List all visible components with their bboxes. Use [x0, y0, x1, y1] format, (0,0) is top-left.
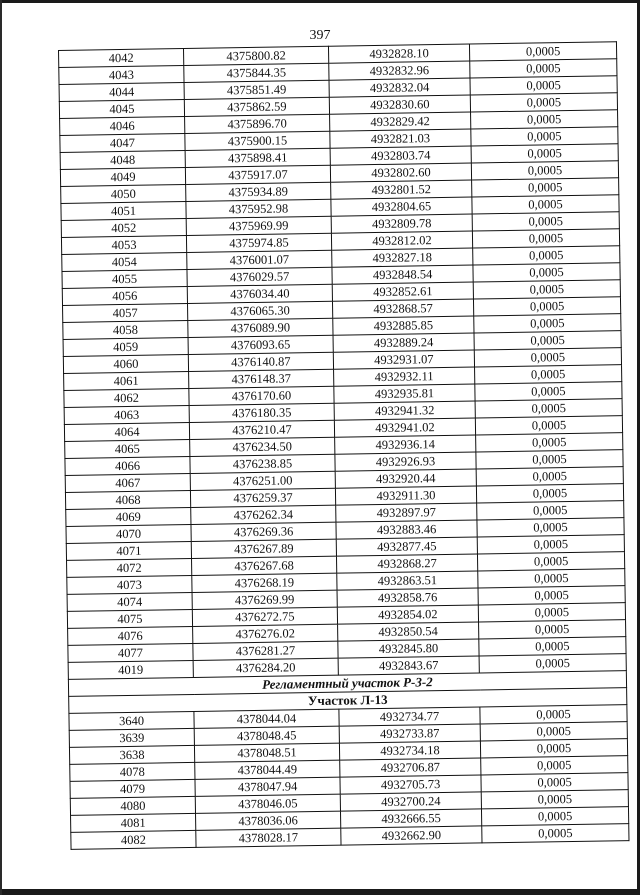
accuracy-cell: 0,0005	[479, 637, 626, 656]
y-coordinate-cell: 4932852.61	[332, 282, 473, 301]
point-number-cell: 4063	[64, 405, 189, 424]
point-number-cell: 4072	[67, 558, 192, 577]
point-number-cell: 4059	[63, 337, 188, 356]
y-coordinate-cell: 4932935.81	[334, 384, 475, 403]
x-coordinate-cell: 4376267.68	[192, 556, 337, 575]
point-number-cell: 4079	[70, 779, 195, 798]
y-coordinate-cell: 4932804.65	[331, 197, 472, 216]
point-number-cell: 4045	[59, 100, 184, 119]
x-coordinate-cell: 4376170.60	[189, 386, 334, 405]
x-coordinate-cell: 4376234.50	[190, 437, 335, 456]
y-coordinate-cell: 4932889.24	[333, 333, 474, 352]
x-coordinate-cell: 4376262.34	[191, 505, 336, 524]
point-number-cell: 4048	[60, 151, 185, 170]
x-coordinate-cell: 4375917.07	[185, 165, 330, 184]
x-coordinate-cell: 4375844.35	[184, 63, 329, 82]
point-number-cell: 4077	[68, 643, 193, 662]
x-coordinate-cell: 4378028.17	[196, 828, 341, 847]
y-coordinate-cell: 4932827.18	[332, 248, 473, 267]
y-coordinate-cell: 4932706.87	[340, 758, 481, 777]
accuracy-cell: 0,0005	[480, 739, 627, 758]
y-coordinate-cell: 4932920.44	[335, 469, 476, 488]
point-number-cell: 3639	[69, 728, 194, 747]
y-coordinate-cell: 4932809.78	[331, 214, 472, 233]
x-coordinate-cell: 4378044.49	[195, 760, 340, 779]
accuracy-cell: 0,0005	[475, 416, 622, 435]
y-coordinate-cell: 4932936.14	[335, 435, 476, 454]
subsection-heading: Участок Л-13	[69, 688, 627, 714]
x-coordinate-cell: 4376268.19	[192, 573, 337, 592]
y-coordinate-cell: 4932734.18	[339, 741, 480, 760]
coordinates-table	[58, 41, 629, 850]
x-coordinate-cell: 4376284.20	[193, 658, 338, 677]
y-coordinate-cell: 4932858.76	[337, 588, 478, 607]
accuracy-cell: 0,0005	[472, 178, 619, 197]
y-coordinate-cell: 4932911.30	[335, 486, 476, 505]
x-coordinate-cell: 4375934.89	[186, 182, 331, 201]
point-number-cell: 4042	[59, 49, 184, 68]
accuracy-cell: 0,0005	[469, 42, 616, 61]
point-number-cell: 4047	[60, 134, 185, 153]
accuracy-cell: 0,0005	[482, 824, 629, 843]
accuracy-cell: 0,0005	[474, 348, 621, 367]
y-coordinate-cell: 4932845.80	[338, 639, 479, 658]
point-number-cell: 4044	[59, 83, 184, 102]
y-coordinate-cell: 4932868.57	[332, 299, 473, 318]
y-coordinate-cell: 4932705.73	[340, 775, 481, 794]
accuracy-cell: 0,0005	[473, 297, 620, 316]
point-number-cell: 4058	[63, 320, 188, 339]
point-number-cell: 4067	[65, 473, 190, 492]
accuracy-cell: 0,0005	[470, 93, 617, 112]
accuracy-cell: 0,0005	[475, 365, 622, 384]
accuracy-cell: 0,0005	[471, 127, 618, 146]
x-coordinate-cell: 4375952.98	[186, 199, 331, 218]
point-number-cell: 4060	[63, 354, 188, 373]
y-coordinate-cell: 4932829.42	[330, 112, 471, 131]
point-number-cell: 4062	[64, 388, 189, 407]
y-coordinate-cell: 4932830.60	[329, 95, 470, 114]
document-body	[58, 41, 624, 850]
y-coordinate-cell: 4932733.87	[339, 724, 480, 743]
accuracy-cell: 0,0005	[471, 144, 618, 163]
x-coordinate-cell: 4376267.89	[191, 539, 336, 558]
x-coordinate-cell: 4375851.49	[184, 80, 329, 99]
point-number-cell: 4043	[59, 66, 184, 85]
accuracy-cell: 0,0005	[481, 756, 628, 775]
accuracy-cell: 0,0005	[478, 569, 625, 588]
y-coordinate-cell: 4932926.93	[335, 452, 476, 471]
accuracy-cell: 0,0005	[473, 263, 620, 282]
x-coordinate-cell: 4376269.36	[191, 522, 336, 541]
accuracy-cell: 0,0005	[477, 501, 624, 520]
point-number-cell: 4071	[66, 541, 191, 560]
x-coordinate-cell: 4378048.51	[194, 743, 339, 762]
point-number-cell: 4064	[64, 422, 189, 441]
y-coordinate-cell: 4932877.45	[336, 537, 477, 556]
y-coordinate-cell: 4932850.54	[338, 622, 479, 641]
y-coordinate-cell: 4932883.46	[336, 520, 477, 539]
point-number-cell: 4019	[68, 660, 193, 679]
point-number-cell: 4055	[62, 270, 187, 289]
point-number-cell: 4080	[70, 796, 195, 815]
x-coordinate-cell: 4376180.35	[189, 403, 334, 422]
y-coordinate-cell: 4932932.11	[334, 367, 475, 386]
page-number: 397	[309, 28, 331, 43]
point-number-cell: 4081	[71, 813, 196, 832]
x-coordinate-cell: 4376238.85	[190, 454, 335, 473]
x-coordinate-cell: 4376034.40	[187, 284, 332, 303]
accuracy-cell: 0,0005	[481, 790, 628, 809]
point-number-cell: 4069	[66, 507, 191, 526]
point-number-cell: 4066	[65, 456, 190, 475]
point-number-cell: 4075	[67, 609, 192, 628]
accuracy-cell: 0,0005	[476, 450, 623, 469]
x-coordinate-cell: 4378036.06	[196, 811, 341, 830]
accuracy-cell: 0,0005	[478, 586, 625, 605]
accuracy-cell: 0,0005	[480, 722, 627, 741]
y-coordinate-cell: 4932885.85	[333, 316, 474, 335]
point-number-cell: 4046	[60, 117, 185, 136]
y-coordinate-cell: 4932854.02	[337, 605, 478, 624]
y-coordinate-cell: 4932700.24	[340, 792, 481, 811]
accuracy-cell: 0,0005	[480, 705, 627, 724]
y-coordinate-cell: 4932734.77	[339, 707, 480, 726]
x-coordinate-cell: 4376281.27	[193, 641, 338, 660]
point-number-cell: 4082	[71, 830, 196, 849]
y-coordinate-cell: 4932848.54	[332, 265, 473, 284]
x-coordinate-cell: 4378048.45	[194, 726, 339, 745]
point-number-cell: 4056	[62, 286, 187, 305]
x-coordinate-cell: 4375800.82	[183, 46, 328, 65]
scan-edge-top	[0, 0, 640, 3]
point-number-cell: 4052	[61, 219, 186, 238]
x-coordinate-cell: 4375898.41	[185, 148, 330, 167]
y-coordinate-cell: 4932941.02	[334, 418, 475, 437]
x-coordinate-cell: 4376001.07	[187, 250, 332, 269]
x-coordinate-cell: 4376210.47	[189, 420, 334, 439]
accuracy-cell: 0,0005	[475, 382, 622, 401]
point-number-cell: 4065	[65, 439, 190, 458]
x-coordinate-cell: 4376093.65	[188, 335, 333, 354]
accuracy-cell: 0,0005	[477, 535, 624, 554]
x-coordinate-cell: 4376259.37	[190, 488, 335, 507]
x-coordinate-cell: 4375896.70	[185, 114, 330, 133]
scan-edge-bottom	[0, 889, 640, 895]
point-number-cell: 3638	[69, 745, 194, 764]
y-coordinate-cell: 4932832.96	[329, 61, 470, 80]
accuracy-cell: 0,0005	[477, 552, 624, 571]
point-number-cell: 4061	[64, 371, 189, 390]
point-number-cell: 4068	[65, 490, 190, 509]
y-coordinate-cell: 4932941.32	[334, 401, 475, 420]
point-number-cell: 4074	[67, 592, 192, 611]
y-coordinate-cell: 4932662.90	[341, 826, 482, 845]
accuracy-cell: 0,0005	[477, 518, 624, 537]
y-coordinate-cell: 4932802.60	[330, 163, 471, 182]
accuracy-cell: 0,0005	[472, 212, 619, 231]
accuracy-cell: 0,0005	[476, 484, 623, 503]
accuracy-cell: 0,0005	[476, 433, 623, 452]
y-coordinate-cell: 4932828.10	[328, 44, 469, 63]
x-coordinate-cell: 4376276.02	[193, 624, 338, 643]
x-coordinate-cell: 4375974.85	[186, 233, 331, 252]
x-coordinate-cell: 4375900.15	[185, 131, 330, 150]
y-coordinate-cell: 4932863.51	[337, 571, 478, 590]
accuracy-cell: 0,0005	[470, 59, 617, 78]
x-coordinate-cell: 4376089.90	[188, 318, 333, 337]
accuracy-cell: 0,0005	[471, 110, 618, 129]
x-coordinate-cell: 4376140.87	[188, 352, 333, 371]
accuracy-cell: 0,0005	[479, 620, 626, 639]
point-number-cell: 4053	[61, 236, 186, 255]
x-coordinate-cell: 4376065.30	[187, 301, 332, 320]
accuracy-cell: 0,0005	[481, 773, 628, 792]
point-number-cell: 4078	[70, 762, 195, 781]
y-coordinate-cell: 4932868.27	[336, 554, 477, 573]
point-number-cell: 3640	[69, 711, 194, 730]
x-coordinate-cell: 4376269.99	[192, 590, 337, 609]
x-coordinate-cell: 4376148.37	[189, 369, 334, 388]
y-coordinate-cell: 4932803.74	[330, 146, 471, 165]
x-coordinate-cell: 4376029.57	[187, 267, 332, 286]
y-coordinate-cell: 4932812.02	[331, 231, 472, 250]
x-coordinate-cell: 4375862.59	[184, 97, 329, 116]
point-number-cell: 4050	[61, 185, 186, 204]
x-coordinate-cell: 4376272.75	[192, 607, 337, 626]
point-number-cell: 4054	[62, 253, 187, 272]
section-heading: Регламентный участок Р-3-2	[68, 671, 626, 697]
y-coordinate-cell: 4932801.52	[331, 180, 472, 199]
x-coordinate-cell: 4378046.05	[195, 794, 340, 813]
x-coordinate-cell: 4378044.04	[194, 709, 339, 728]
accuracy-cell: 0,0005	[475, 399, 622, 418]
accuracy-cell: 0,0005	[470, 76, 617, 95]
y-coordinate-cell: 4932931.07	[333, 350, 474, 369]
accuracy-cell: 0,0005	[473, 246, 620, 265]
x-coordinate-cell: 4375969.99	[186, 216, 331, 235]
point-number-cell: 4076	[68, 626, 193, 645]
accuracy-cell: 0,0005	[479, 654, 626, 673]
point-number-cell: 4051	[61, 202, 186, 221]
y-coordinate-cell: 4932832.04	[329, 78, 470, 97]
point-number-cell: 4057	[63, 303, 188, 322]
y-coordinate-cell: 4932666.55	[340, 809, 481, 828]
coordinates-table-body	[59, 42, 629, 850]
point-number-cell: 4073	[67, 575, 192, 594]
point-number-cell: 4049	[60, 168, 185, 187]
accuracy-cell: 0,0005	[481, 807, 628, 826]
accuracy-cell: 0,0005	[474, 314, 621, 333]
x-coordinate-cell: 4378047.94	[195, 777, 340, 796]
accuracy-cell: 0,0005	[472, 195, 619, 214]
y-coordinate-cell: 4932897.97	[336, 503, 477, 522]
accuracy-cell: 0,0005	[472, 229, 619, 248]
x-coordinate-cell: 4376251.00	[190, 471, 335, 490]
accuracy-cell: 0,0005	[474, 331, 621, 350]
accuracy-cell: 0,0005	[471, 161, 618, 180]
accuracy-cell: 0,0005	[476, 467, 623, 486]
scan-edge-left	[0, 0, 2, 895]
accuracy-cell: 0,0005	[473, 280, 620, 299]
y-coordinate-cell: 4932843.67	[338, 656, 479, 675]
accuracy-cell: 0,0005	[478, 603, 625, 622]
y-coordinate-cell: 4932821.03	[330, 129, 471, 148]
point-number-cell: 4070	[66, 524, 191, 543]
